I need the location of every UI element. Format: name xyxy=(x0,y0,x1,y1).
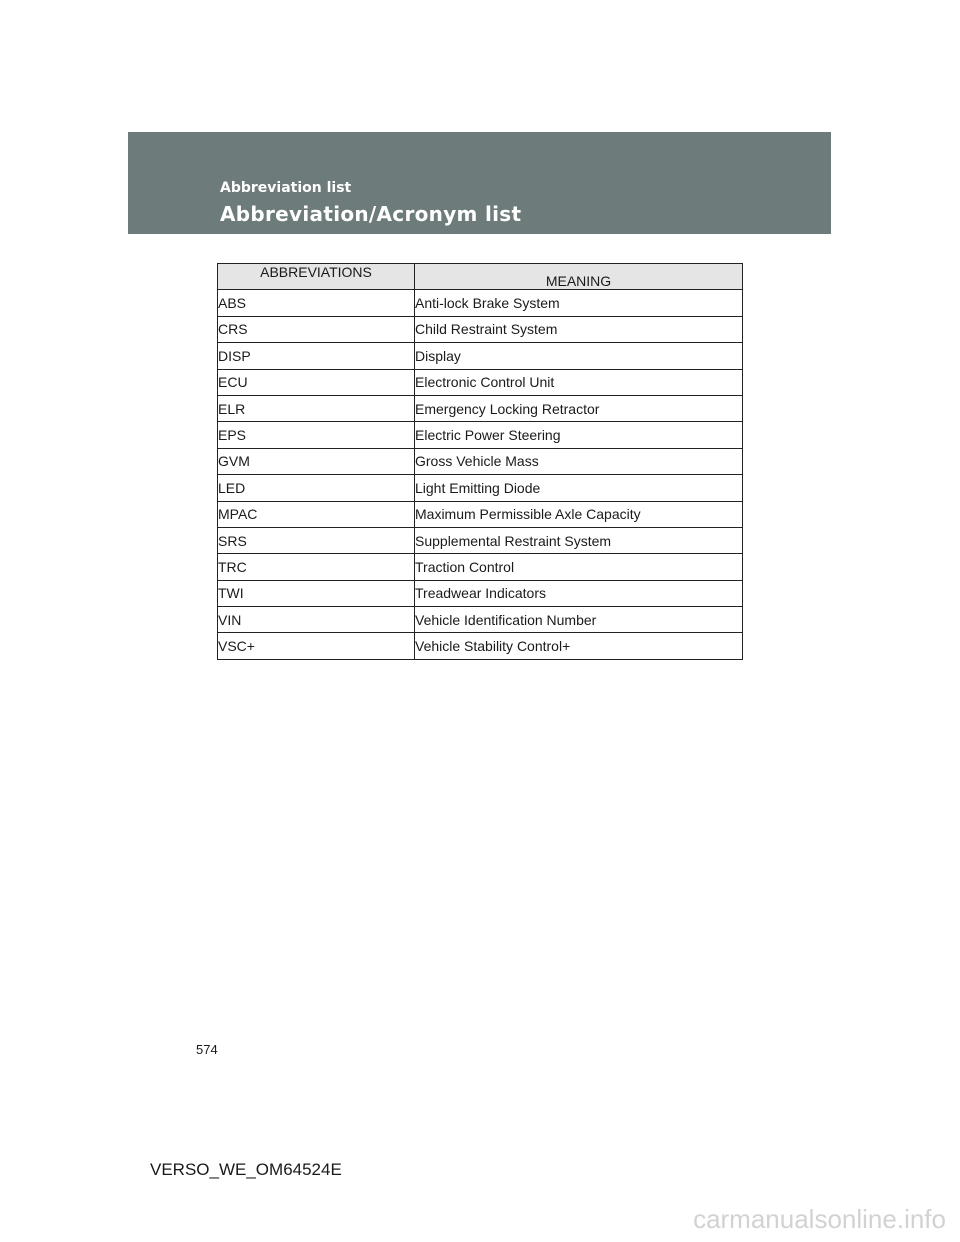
abbreviation-cell: CRS xyxy=(218,316,415,342)
section-label: Abbreviation list xyxy=(220,180,352,196)
table-row xyxy=(218,580,743,606)
meaning-cell: Electric Power Steering xyxy=(415,422,743,448)
table-row xyxy=(218,607,743,633)
column-header-abbreviations: ABBREVIATIONS xyxy=(218,264,415,290)
table-row xyxy=(218,475,743,501)
abbreviation-cell: MPAC xyxy=(218,501,415,527)
meaning-cell: Treadwear Indicators xyxy=(415,580,743,606)
table-row xyxy=(218,290,743,316)
abbreviation-table xyxy=(217,263,743,660)
table-row xyxy=(218,448,743,474)
table-row xyxy=(218,369,743,395)
meaning-cell: Child Restraint System xyxy=(415,316,743,342)
meaning-cell: Gross Vehicle Mass xyxy=(415,448,743,474)
document-code: VERSO_WE_OM64524E xyxy=(150,1160,342,1179)
abbreviation-cell: ELR xyxy=(218,395,415,421)
meaning-cell: Anti-lock Brake System xyxy=(415,290,743,316)
table-body xyxy=(218,290,743,659)
meaning-cell: Display xyxy=(415,343,743,369)
meaning-cell: Emergency Locking Retractor xyxy=(415,395,743,421)
table-row xyxy=(218,395,743,421)
page-number: 574 xyxy=(196,1042,218,1057)
table-row xyxy=(218,422,743,448)
abbreviation-cell: VIN xyxy=(218,607,415,633)
page-title: Abbreviation/Acronym list xyxy=(220,202,522,226)
meaning-cell: Light Emitting Diode xyxy=(415,475,743,501)
table-row xyxy=(218,633,743,659)
table-row xyxy=(218,501,743,527)
watermark: carmanualsonline.info xyxy=(693,1204,946,1234)
table-row xyxy=(218,554,743,580)
meaning-cell: Maximum Permissible Axle Capacity xyxy=(415,501,743,527)
abbreviation-cell: ECU xyxy=(218,369,415,395)
meaning-cell: Vehicle Stability Control+ xyxy=(415,633,743,659)
meaning-cell: Electronic Control Unit xyxy=(415,369,743,395)
meaning-cell: Traction Control xyxy=(415,554,743,580)
abbreviation-cell: VSC+ xyxy=(218,633,415,659)
abbreviation-cell: EPS xyxy=(218,422,415,448)
table-row xyxy=(218,527,743,553)
abbreviation-cell: TWI xyxy=(218,580,415,606)
table-row xyxy=(218,343,743,369)
abbreviation-cell: SRS xyxy=(218,527,415,553)
abbreviation-cell: TRC xyxy=(218,554,415,580)
abbreviation-cell: LED xyxy=(218,475,415,501)
header-band xyxy=(128,132,831,234)
meaning-cell: Vehicle Identification Number xyxy=(415,607,743,633)
table-row xyxy=(218,316,743,342)
abbreviation-cell: GVM xyxy=(218,448,415,474)
meaning-cell: Supplemental Restraint System xyxy=(415,527,743,553)
column-header-meaning: MEANING xyxy=(415,264,743,290)
table-header-row xyxy=(218,264,743,290)
abbreviation-cell: DISP xyxy=(218,343,415,369)
abbreviation-cell: ABS xyxy=(218,290,415,316)
